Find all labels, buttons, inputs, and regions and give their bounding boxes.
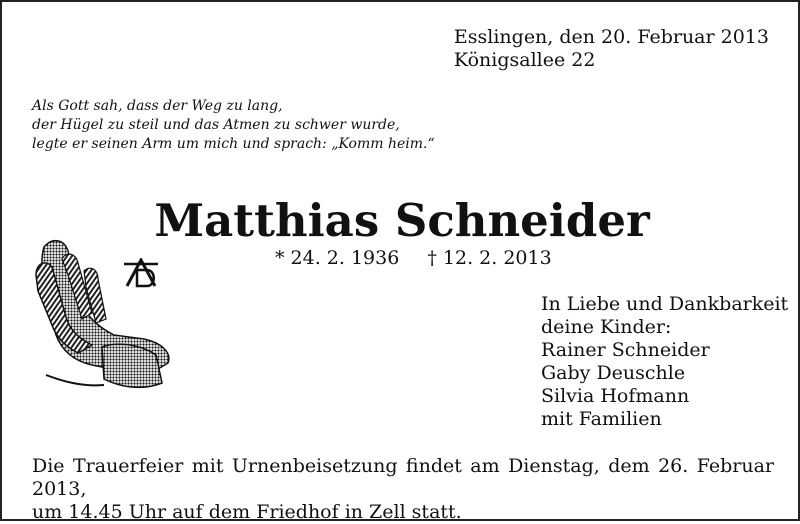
ceremony-line: Die Trauerfeier mit Urnenbeisetzung findet am Dienstag, dem 26. Februar 2013,	[32, 455, 774, 500]
funeral-ceremony-info	[32, 455, 774, 524]
ceremony-line: um 14.45 Uhr auf dem Friedhof in Zell statt.	[32, 501, 462, 523]
poem-line: legte er seinen Arm um mich und sprach: „Komm heim.“	[32, 136, 435, 152]
birth-date: * 24. 2. 1936	[275, 247, 400, 269]
poem-line: der Hügel zu steil und das Atmen zu schwer wurde,	[32, 117, 400, 133]
life-dates	[275, 246, 552, 270]
durer-monogram-icon	[124, 258, 166, 288]
mourners-line: In Liebe und Dankbarkeit	[541, 293, 789, 315]
address-line: Königsallee 22	[453, 49, 596, 71]
mourner-name: Rainer Schneider	[541, 339, 710, 361]
place-and-date	[454, 26, 769, 72]
mourners-line: mit Familien	[541, 408, 662, 430]
mourners-line: deine Kinder:	[541, 316, 672, 338]
mourners-list	[541, 293, 788, 431]
mourner-name: Silvia Hofmann	[541, 385, 690, 407]
place-date-line: Esslingen, den 20. Februar 2013	[453, 26, 769, 48]
mourner-name: Gaby Deuschle	[541, 362, 686, 384]
deceased-name: Matthias Schneider	[154, 194, 650, 247]
poem-line: Als Gott sah, dass der Weg zu lang,	[32, 98, 283, 114]
death-date: † 12. 2. 2013	[427, 247, 552, 269]
memorial-poem	[32, 97, 435, 154]
